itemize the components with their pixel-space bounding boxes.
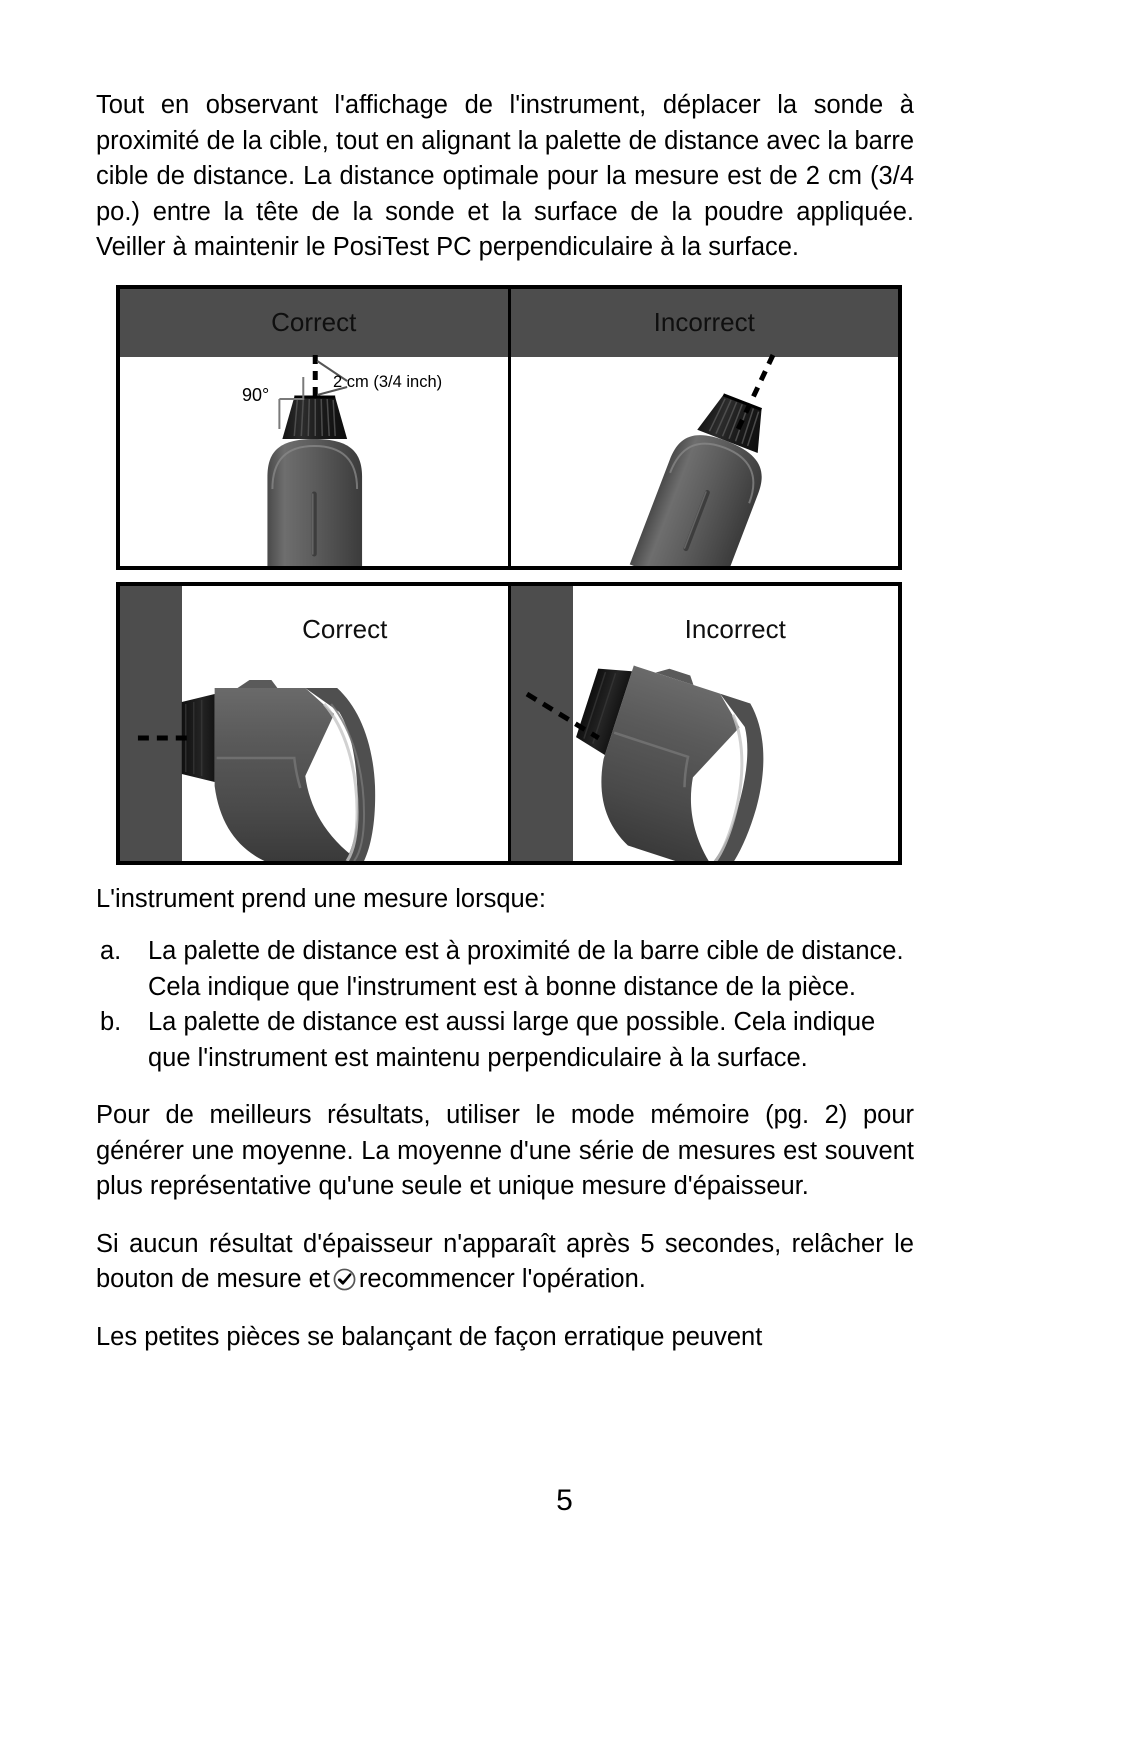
- figure-bottom-correct-label: Correct: [302, 613, 388, 644]
- probe-front-incorrect-illustration: [511, 289, 899, 566]
- figure-top-correct: [120, 289, 511, 566]
- figure-bottom-correct: [120, 586, 511, 861]
- figure-bottom-panel: [116, 582, 902, 865]
- figure-top-incorrect: [511, 289, 899, 566]
- figure-top-panel: [116, 285, 902, 570]
- probe-front-correct-illustration: [120, 289, 508, 566]
- distance-annotation-label: 2 cm (3/4 inch): [333, 372, 443, 391]
- page-number: 5: [556, 1484, 573, 1517]
- list-item-text: La palette de distance est à proximité de la barre cible de distance. Cela indique que l'instrument est à bonne distance de la pièce.: [148, 937, 904, 1001]
- list-item-marker: b.: [100, 1008, 122, 1036]
- list-item-marker: a.: [100, 937, 122, 965]
- figure-bottom-incorrect-label: Incorrect: [684, 613, 786, 644]
- list-item: [100, 934, 914, 1005]
- intro-paragraph: Tout en observant l'affichage de l'instrument, déplacer la sonde à proximité de la cible, tout en alignant la palette de distance avec la barre cible de distance. La distance optimale pour la mesure est de 2 cm (3/4 po.) entre la tête de la sonde et la surface de la poudre appliquée. Veiller à maintenir le PosiTest PC perpendiculaire à la surface.: [96, 91, 914, 261]
- check-circle-icon: [333, 1266, 356, 1289]
- memory-mode-paragraph: Pour de meilleurs résultats, utiliser le mode mémoire (pg. 2) pour générer une moyenne. La moyenne d'une série de mesures est souvent plus représentative qu'une seule et unique mesure d'épaisseur.: [96, 1101, 914, 1200]
- timeout-text-before-icon: Si aucun résultat d'épaisseur n'apparaît après 5 secondes, relâcher le bouton de mesure et: [96, 1229, 914, 1293]
- list-intro-text: L'instrument prend une mesure lorsque:: [96, 884, 546, 913]
- probe-side-incorrect-illustration: [511, 586, 899, 861]
- last-paragraph: Les petites pièces se balançant de façon erratique peuvent: [96, 1322, 763, 1351]
- probe-positioning-figure: [116, 285, 902, 865]
- angle-annotation-label: 90°: [242, 384, 270, 405]
- measurement-conditions-list: [96, 934, 914, 1076]
- figure-top-incorrect-label: Incorrect: [653, 306, 755, 337]
- probe-side-correct-illustration: [120, 586, 508, 861]
- figure-bottom-incorrect: [511, 586, 899, 861]
- page-content: [96, 88, 914, 1355]
- list-item-text: La palette de distance est aussi large que possible. Cela indique que l'instrument est maintenu perpendiculaire à la surface.: [148, 1008, 876, 1072]
- timeout-paragraph: [96, 1227, 914, 1298]
- timeout-text-after-icon: recommencer l'opération.: [358, 1265, 646, 1293]
- list-item: [100, 1005, 914, 1076]
- figure-top-correct-label: Correct: [271, 306, 357, 337]
